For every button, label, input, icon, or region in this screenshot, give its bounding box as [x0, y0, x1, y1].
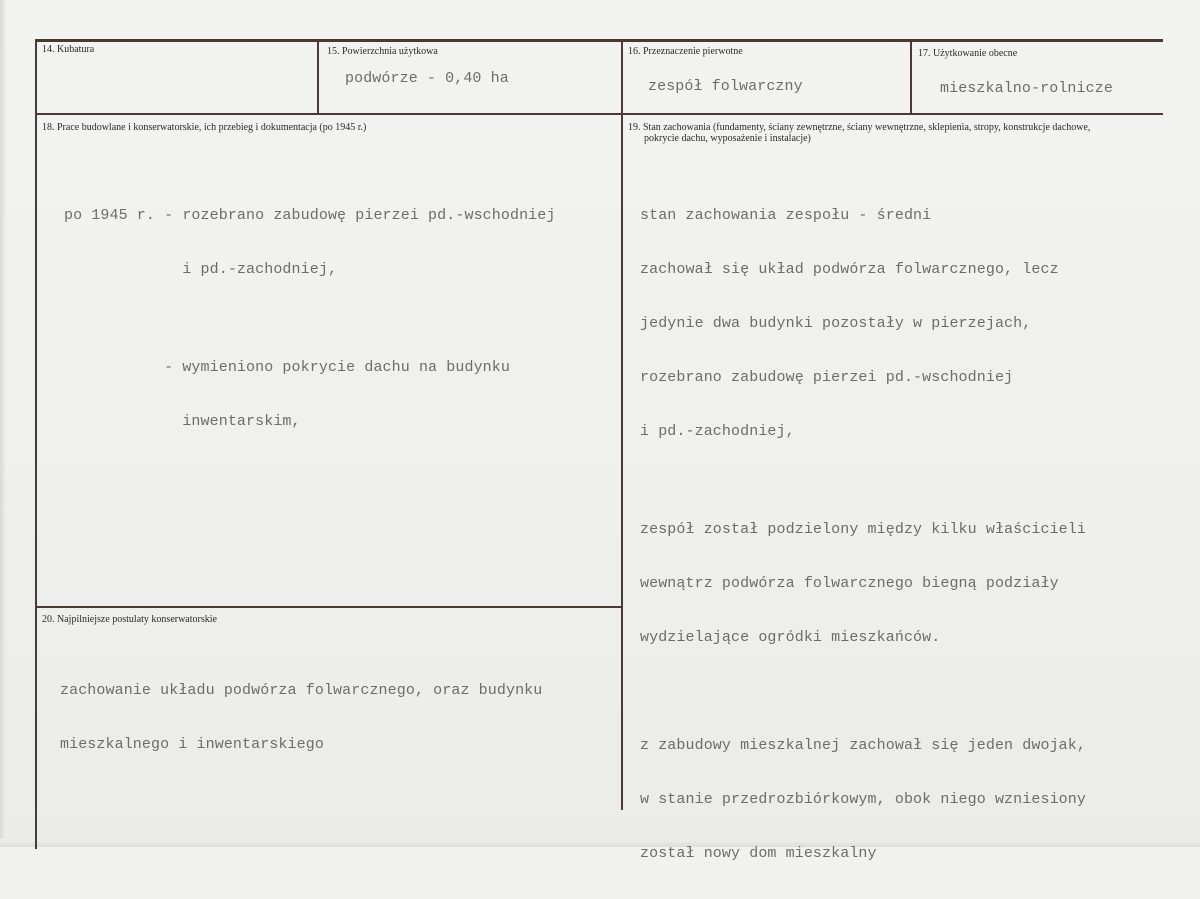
field-stan-label-line2: pokrycie dachu, wyposażenie i instalacje): [644, 133, 811, 144]
rule-section20-top: [36, 606, 623, 608]
prace-line: po 1945 r. - rozebrano zabudowę pierzei pd.-wschodniej: [64, 207, 556, 224]
postulaty-line: mieszkalnego i inwentarskiego: [60, 736, 324, 753]
rule-row1-divider-a: [317, 39, 319, 114]
field-przeznaczenie-value: zespół folwarczny: [648, 78, 803, 95]
field-postulaty-value: [60, 646, 542, 790]
stan-line: zachował się układ podwórza folwarcznego, lecz: [640, 261, 1059, 278]
rule-top: [36, 39, 1163, 42]
stan-line: i pd.-zachodniej,: [640, 423, 795, 440]
stan-line: w stanie przedrozbiórkowym, obok niego wzniesiony: [640, 791, 1086, 808]
field-postulaty-label: 20. Najpilniejsze postulaty konserwatorskie: [42, 614, 217, 625]
card-edge-left: [0, 0, 6, 847]
field-prace-value: [64, 171, 555, 467]
stan-line: rozebrano zabudowę pierzei pd.-wschodniej: [640, 369, 1014, 386]
prace-line: i pd.-zachodniej,: [64, 261, 338, 278]
rule-center: [621, 39, 623, 810]
stan-line: wydzielające ogródki mieszkańców.: [640, 629, 941, 646]
field-uzytkowanie-value: mieszkalno-rolnicze: [940, 80, 1113, 97]
field-stan-label-line1: 19. Stan zachowania (fundamenty, ściany zewnętrzne, ściany wewnętrzne, sklepienia, stropy, konstrukcje dachowe,: [628, 122, 1091, 133]
field-uzytkowanie-label: 17. Użytkowanie obecne: [918, 48, 1018, 59]
field-przeznaczenie-label: 16. Przeznaczenie pierwotne: [628, 46, 743, 57]
field-kubatura-label: 14. Kubatura: [42, 44, 95, 55]
field-stan-value: [640, 171, 1086, 899]
rule-row1-bottom: [36, 113, 1163, 115]
prace-line: inwentarskim,: [64, 413, 301, 430]
stan-line: jedynie dwa budynki pozostały w pierzejach,: [640, 315, 1032, 332]
prace-line: - wymieniono pokrycie dachu na budynku: [64, 359, 510, 376]
stan-line: stan zachowania zespołu - średni: [640, 207, 932, 224]
rule-left: [35, 39, 37, 849]
stan-line: został nowy dom mieszkalny: [640, 845, 877, 862]
stan-line: z zabudowy mieszkalnej zachował się jeden dwojak,: [640, 737, 1086, 754]
field-prace-label: 18. Prace budowlane i konserwatorskie, ich przebieg i dokumentacja (po 1945 r.): [42, 122, 367, 133]
field-powierzchnia-label: 15. Powierzchnia użytkowa: [327, 46, 438, 57]
field-stan-label: [628, 122, 1090, 144]
stan-line: zespół został podzielony między kilku właścicieli: [640, 521, 1086, 538]
rule-row1-divider-c: [910, 39, 912, 114]
postulaty-line: zachowanie układu podwórza folwarcznego, oraz budynku: [60, 682, 543, 699]
field-powierzchnia-value: podwórze - 0,40 ha: [345, 70, 509, 87]
stan-line: wewnątrz podwórza folwarcznego biegną podziały: [640, 575, 1059, 592]
